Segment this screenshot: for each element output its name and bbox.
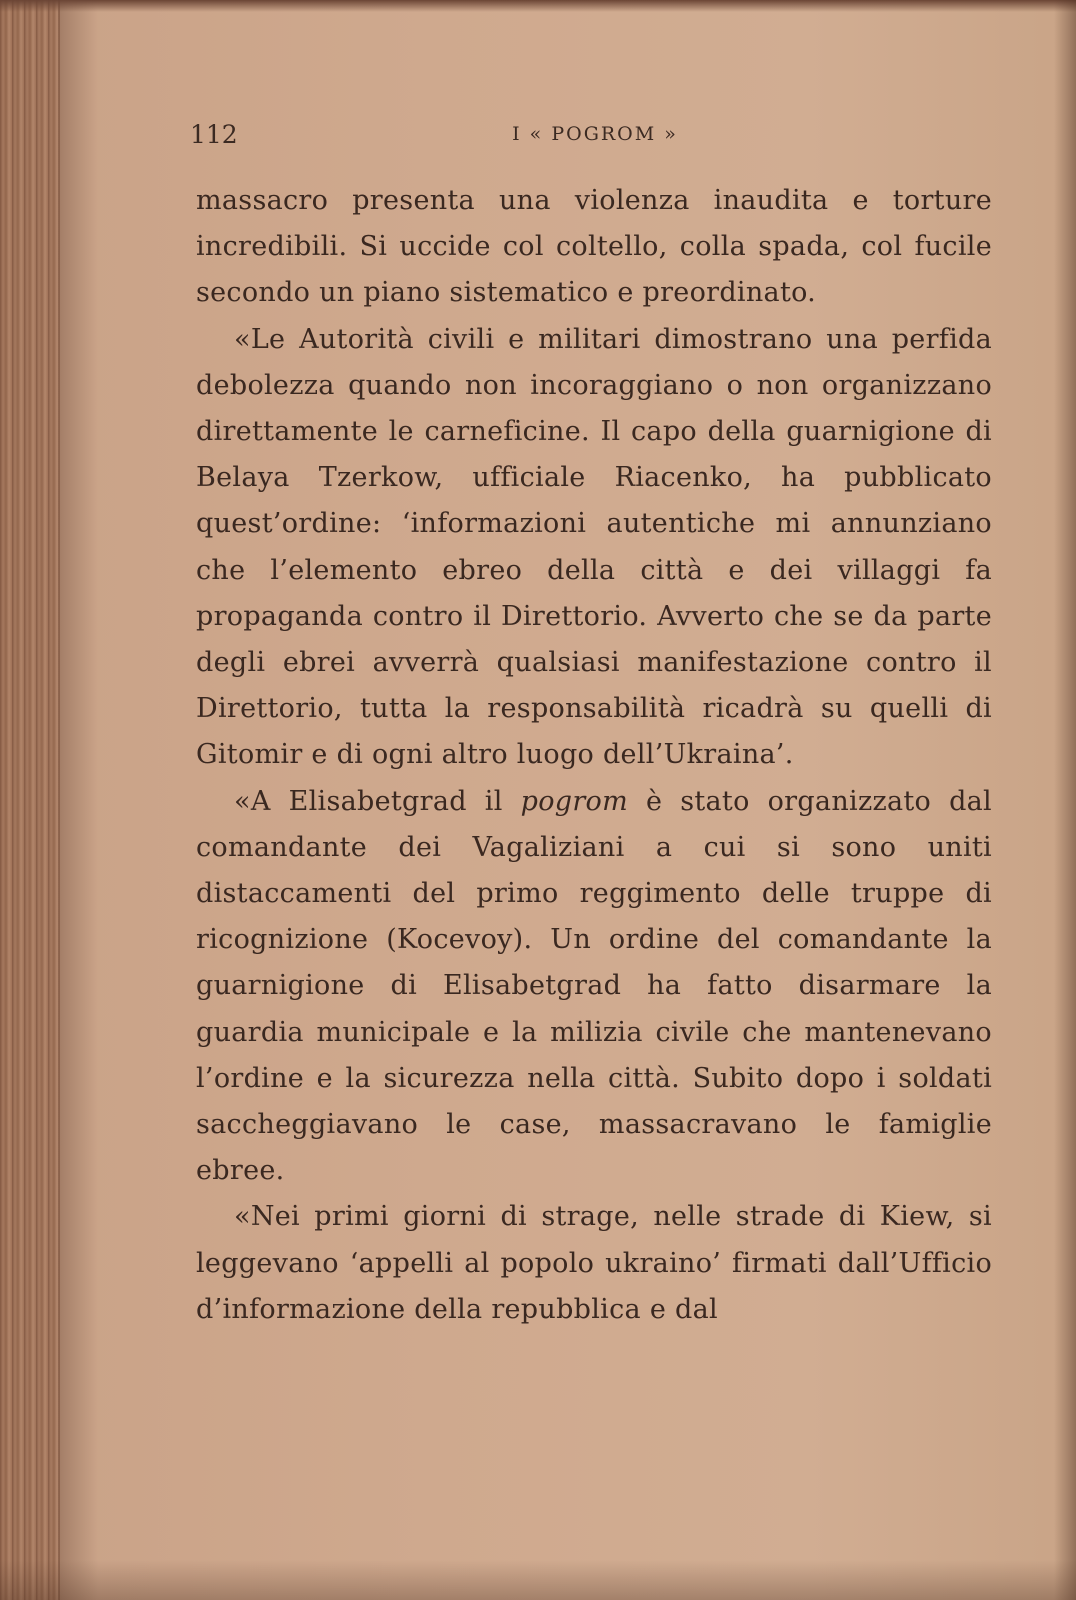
paragraph-2: «Le Autorità civili e militari dimostrano una perfida debolezza quando non incoraggiano o non organizzano direttamente le carneficine. Il capo della guarnigione di Belaya Tzerkow, ufficiale Riacenko, ha pubblicato quest’ordine: ‘informazioni autentiche mi annunziano che l’elemento ebreo della città e dei villaggi fa propaganda contro il Direttorio. Avverto che se da parte degli ebrei avverrà qualsiasi manifestazione contro il Direttorio, tutta la responsabilità ricadrà su quelli di Gitomir e di ogni altro luogo dell’Ukraina’. — [196, 323, 992, 771]
paragraph-4: «Nei primi giorni di strage, nelle strade di Kiew, si leggevano ‘appelli al popolo ukraino’ firmati dall’Ufficio d’informazione della repubblica e dal — [196, 1201, 992, 1325]
right-page-edge — [1054, 0, 1076, 1600]
gutter-shadow — [58, 0, 98, 1600]
bottom-page-edge — [0, 1560, 1076, 1600]
paragraph-3-start: «A Elisabetgrad il — [234, 785, 521, 817]
paragraph-3-rest: è stato organizzato dal comandante dei Vagaliziani a cui si sono uniti distaccamenti del primo reggimento delle truppe di ricognizione (Kocevoy). Un ordine del comandante la guarnigione di Elisabetgrad ha fatto disarmare la guardia municipale e la milizia civile che mantenevano l’ordine e la sicurezza nella città. Subito dopo i soldati saccheggiavano le case, massacravano le famiglie ebree. — [196, 785, 992, 1187]
running-title: I « POGROM » — [512, 123, 678, 145]
page-number: 112 — [190, 120, 238, 149]
book-binding — [0, 0, 60, 1600]
page-header — [190, 120, 990, 156]
italic-term: pogrom — [520, 785, 628, 817]
top-page-edge — [0, 0, 1076, 12]
paragraph-1: massacro presenta una violenza inaudita e torture incredibili. Si uccide col coltello, colla spada, col fucile secondo un piano sistematico e preordinato. — [196, 185, 992, 309]
paragraph-3 — [196, 779, 992, 1195]
body-text — [196, 178, 992, 1333]
